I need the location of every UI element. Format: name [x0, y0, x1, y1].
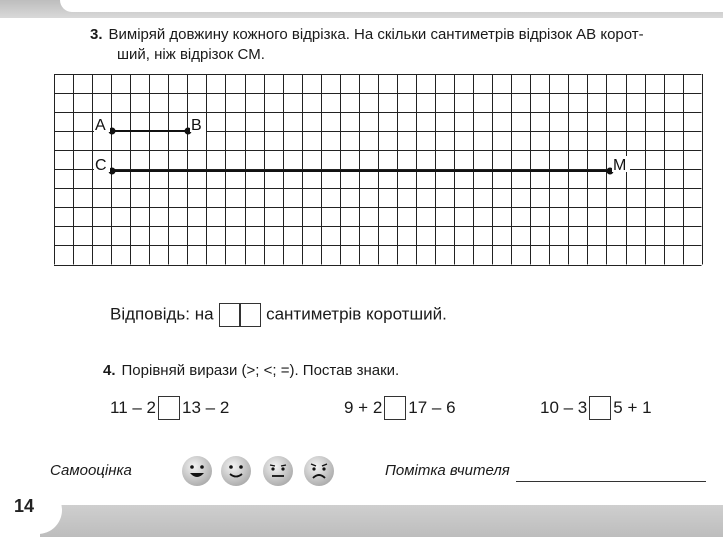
answer-suffix: сантиметрів коротший. — [266, 304, 447, 324]
measurement-grid — [54, 74, 708, 270]
comparison-3-sign-box[interactable] — [589, 396, 611, 420]
task3-number: 3. — [90, 26, 103, 43]
self-assessment-label: Самооцінка — [50, 462, 132, 479]
label-a: A — [95, 117, 106, 134]
bottom-bar — [40, 505, 723, 537]
answer-box-pair[interactable] — [219, 303, 262, 327]
comparison-1 — [110, 396, 229, 420]
label-m: M — [613, 157, 627, 174]
answer-digit-box-2[interactable] — [239, 303, 261, 327]
neutral-face-icon[interactable] — [262, 455, 294, 487]
comparison-3 — [540, 396, 652, 420]
teacher-note-line[interactable] — [516, 481, 706, 482]
answer-prefix: Відповідь: на — [110, 304, 214, 324]
answer-line — [110, 303, 447, 327]
task4-number: 4. — [103, 362, 116, 379]
comparison-1-right: 13 – 2 — [182, 398, 230, 417]
grin-face-icon[interactable] — [181, 455, 213, 487]
page-number: 14 — [14, 496, 35, 516]
task4-text: Порівняй вирази (>; <; =). Постав знаки. — [121, 362, 400, 379]
label-b: B — [191, 117, 202, 134]
label-c: C — [95, 157, 107, 174]
task3-line2: ший, ніж відрізок CM. — [117, 46, 265, 63]
top-bar-cutout — [60, 0, 723, 12]
comparison-2-left: 9 + 2 — [344, 398, 383, 417]
comparison-1-sign-box[interactable] — [158, 396, 180, 420]
comparison-1-left: 11 – 2 — [110, 398, 157, 417]
sad-face-icon[interactable] — [303, 455, 335, 487]
comparison-3-right: 5 + 1 — [613, 398, 652, 417]
teacher-note-label: Помітка вчителя — [385, 462, 510, 479]
answer-digit-box-1[interactable] — [219, 303, 241, 327]
task4-instruction — [103, 362, 399, 379]
task3-line1: Виміряй довжину кожного відрізка. На скільки сантиметрів відрізок AB корот- — [108, 26, 644, 43]
comparison-2 — [344, 396, 456, 420]
comparison-3-left: 10 – 3 — [540, 398, 588, 417]
comparison-2-sign-box[interactable] — [384, 396, 406, 420]
comparison-2-right: 17 – 6 — [408, 398, 456, 417]
smile-face-icon[interactable] — [220, 455, 252, 487]
